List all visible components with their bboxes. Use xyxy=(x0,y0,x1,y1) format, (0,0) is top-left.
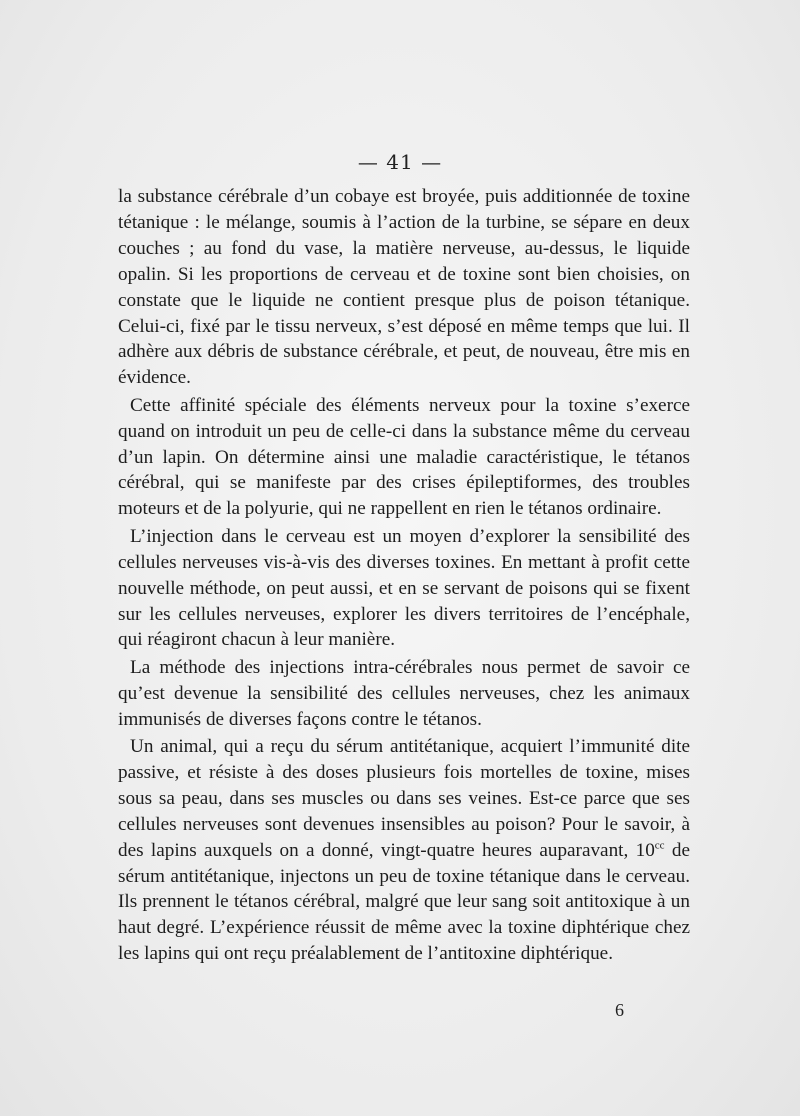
body-text xyxy=(118,184,690,967)
paragraph-1: la substance cérébrale d’un cobaye est broyée, puis additionnée de toxine tétanique : le mélange, soumis à l’action de la turbine, se sépare en deux couches ; au fond du vase, la matière nerveuse, au-dessus, le liquide opalin. Si les proportions de cerveau et de toxine sont bien choisies, on constate que le liquide ne contient presque plus de poison tétanique. Celui-ci, fixé par le tissu nerveux, s’est déposé en même temps que lui. Il adhère aux débris de substance cérébrale, et peut, de nouveau, être mis en évidence. xyxy=(118,186,690,389)
paragraph-5-part-1: Un animal, qui a reçu du sérum antitétanique, acquiert l’immunité dite passive, et résiste à des doses plusieurs fois mortelles de toxine, mises sous sa peau, dans ses muscles ou dans ses veines. Est-ce parce que ses cellules nerveuses sont devenues insensibles au poison? Pour le savoir, à des lapins auxquels on a donné, vingt-quatre heures auparavant, 10 xyxy=(118,736,690,861)
paragraph-3: L’injection dans le cerveau est un moyen d’explorer la sensibilité des cellules nerveuses vis-à-vis des diverses toxines. En mettant à profit cette nouvelle méthode, on peut aussi, et en se servant de poisons qui se fixent sur les cellules nerveuses, explorer les divers territoires de l’encéphale, qui réagiront chacun à leur manière. xyxy=(118,525,690,651)
page-number: — 41 — xyxy=(357,150,443,174)
paragraph-5-part-2: de sérum antitétanique, injectons un peu de toxine tétanique dans le cerveau. Ils prennent le tétanos cérébral, malgré que leur sang soit antitoxique à un haut degré. L’expérience réussit de même avec la toxine diphtérique chez les lapins qui ont reçu préalablement de l’antitoxine diphtérique. xyxy=(118,839,690,965)
paragraph-2: Cette affinité spéciale des éléments nerveux pour la toxine s’exerce quand on introduit un peu de celle-ci dans la substance même du cerveau d’un lapin. On détermine ainsi une maladie caractéristique, le tétanos cérébral, qui se manifeste par des crises épileptiformes, des troubles moteurs et de la polyurie, qui ne rappellent en rien le tétanos ordinaire. xyxy=(118,394,690,520)
unit-superscript: cc xyxy=(654,839,665,852)
paragraph-5 xyxy=(118,734,690,967)
signature-mark: 6 xyxy=(615,1000,624,1020)
paragraph-4: La méthode des injections intra-cérébrales nous permet de savoir ce qu’est devenue la sensibilité des cellules nerveuses, chez les animaux immunisés de diverses façons contre le tétanos. xyxy=(118,656,690,730)
